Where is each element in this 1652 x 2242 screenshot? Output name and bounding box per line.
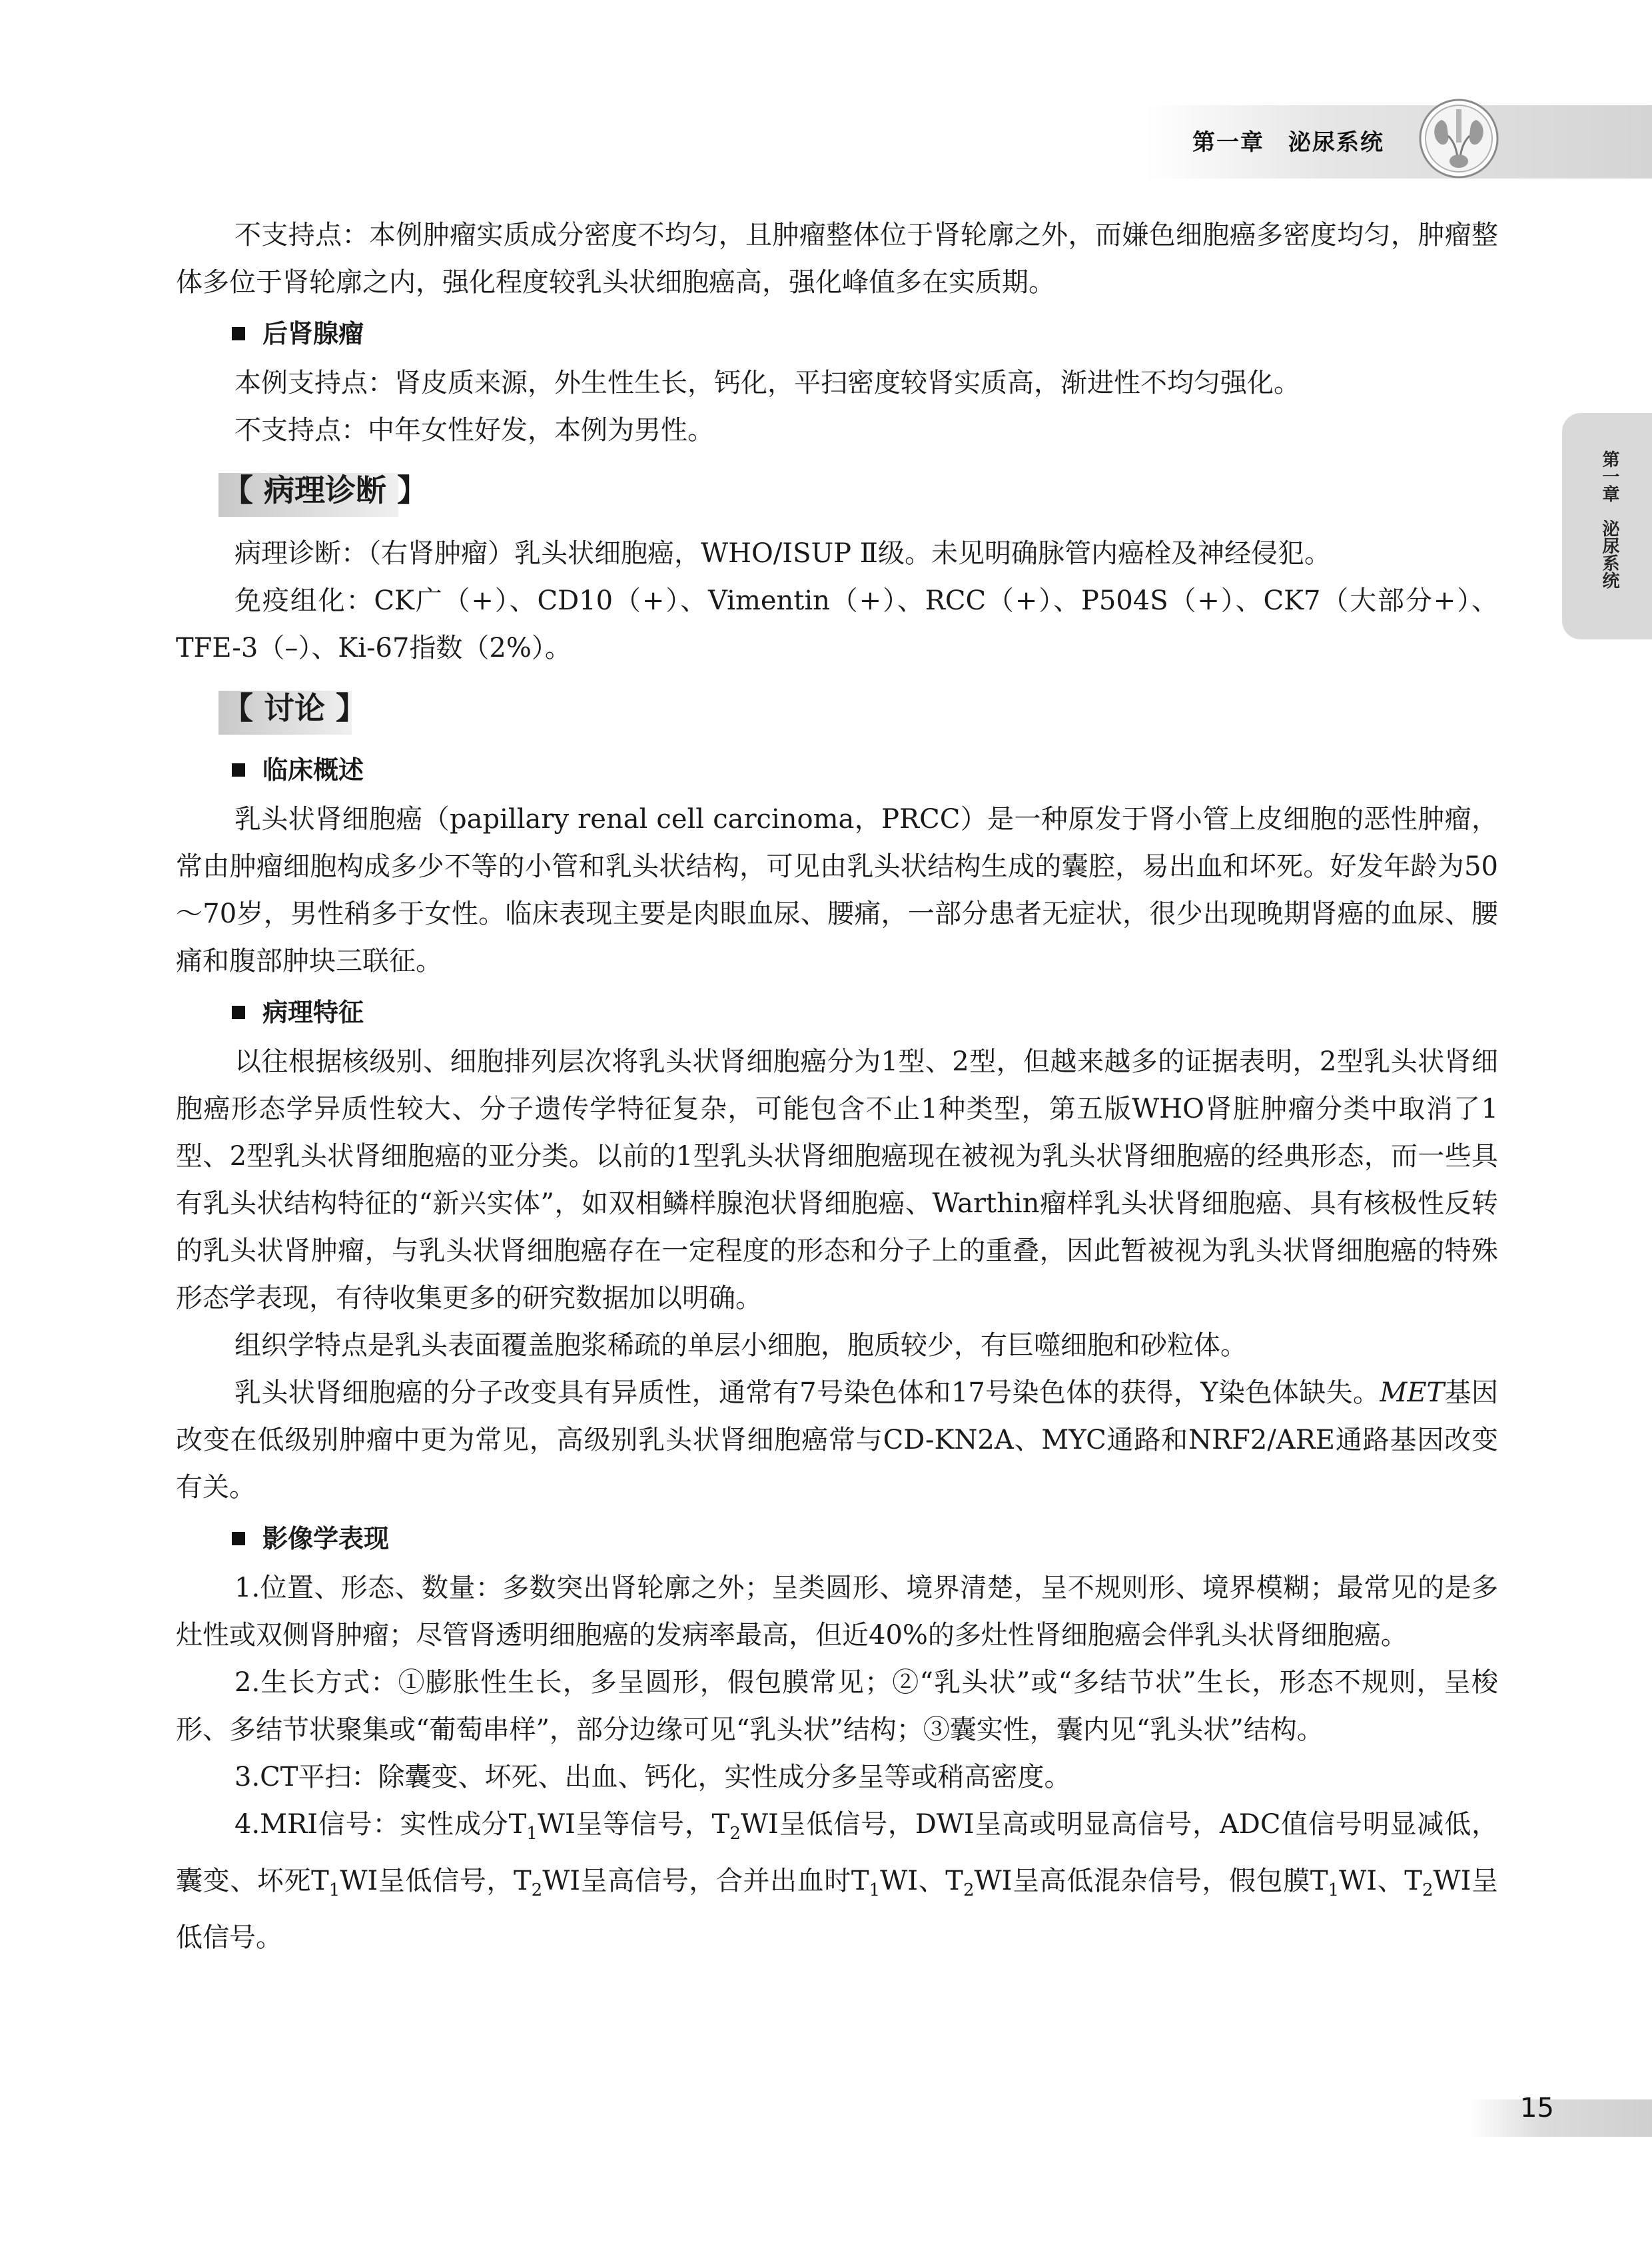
mri-subscript: 2 (531, 1880, 543, 1900)
square-bullet-icon (232, 1532, 245, 1545)
met-gene-label: MET (1380, 1377, 1445, 1408)
subheading-pathology-features (232, 990, 1498, 1034)
mri-subscript: 1 (1328, 1880, 1340, 1900)
paragraph-nonsupport-points: 不支持点：中年女性好发，本例为男性。 (234, 415, 714, 446)
section-heading-text: 【 病理诊断 】 (222, 472, 428, 508)
paragraph-immunohistochemistry: 免疫组化：CK广（+）、CD10（+）、Vimentin（+）、RCC（+）、P504S（+）、CK7（大部分+）、TFE-3（–）、Ki-67指数（2%）。 (176, 585, 1498, 663)
section-heading-text: 【 讨论 】 (222, 690, 367, 726)
mri-text: 4.MRI信号：实性成分T (234, 1809, 527, 1840)
mri-text: WI呈低信号。 (176, 1866, 1499, 1953)
mri-text: WI、T (1339, 1866, 1422, 1896)
mri-text: WI呈高信号，合并出血时T (542, 1866, 869, 1896)
paragraph-imaging-ct: 3.CT平扫：除囊变、坏死、出血、钙化，实性成分多呈等或稍高密度。 (234, 1762, 1071, 1792)
section-heading-discussion (222, 681, 1498, 739)
mri-subscript: 2 (1422, 1880, 1434, 1900)
subheading-metanephric-adenoma (232, 312, 1498, 356)
side-tab-label: 第一章 泌尿系统 (1599, 450, 1619, 589)
subheading-imaging (232, 1517, 1498, 1561)
paragraph-clinical-overview: 乳头状肾细胞癌（papillary renal cell carcinoma，PRCC）是一种原发于肾小管上皮细胞的恶性肿瘤，常由肿瘤细胞构成多少不等的小管和乳头状结构，可见由乳头状结构生成的囊腔，易出血和坏死。好发年龄为50～70岁，男性稍多于女性。临床表现主要是肉眼血尿、腰痛，一部分患者无症状，很少出现晚期肾癌的血尿、腰痛和腹部肿块三联征。 (176, 804, 1498, 976)
paragraph-histology: 组织学特点是乳头表面覆盖胞浆稀疏的单层小细胞，胞质较少，有巨噬细胞和砂粒体。 (234, 1330, 1247, 1361)
subheading-text: 后肾腺瘤 (262, 319, 364, 348)
page-number-band (1469, 2099, 1652, 2137)
subheading-text: 病理特征 (262, 998, 364, 1027)
page-number: 15 (1520, 2093, 1554, 2123)
mri-subscript: 2 (729, 1824, 741, 1844)
paragraph-molecular (176, 1369, 1498, 1511)
mri-subscript: 1 (526, 1824, 538, 1844)
mri-text: WI呈高低混杂信号，假包膜T (974, 1866, 1328, 1896)
chapter-title: 第一章 泌尿系统 (1192, 129, 1384, 156)
square-bullet-icon (232, 1006, 245, 1019)
page-content (176, 212, 1498, 1962)
paragraph-imaging-mri (176, 1801, 1498, 1962)
mri-text: WI呈等信号，T (537, 1809, 730, 1840)
molecular-text-b: 基因改变在低级别肿瘤中更为常见，高级别乳头状肾细胞癌常与CD-KN2A、MYC通路和NRF2/ARE通路基因改变有关。 (176, 1377, 1498, 1503)
mri-subscript: 2 (963, 1880, 975, 1900)
square-bullet-icon (232, 327, 245, 340)
mri-text: WI呈低信号，T (340, 1866, 532, 1896)
paragraph-support-points: 本例支持点：肾皮质来源，外生性生长，钙化，平扫密度较肾实质高，渐进性不均匀强化。 (234, 368, 1300, 398)
paragraph-imaging-growth: 2.生长方式：①膨胀性生长，多呈圆形，假包膜常见；②“乳头状”或“多结节状”生长，形态不规则，呈梭形、多结节状聚集或“葡萄串样”，部分边缘可见“乳头状”结构；③囊实性，囊内见“乳头状”结构。 (176, 1667, 1498, 1745)
paragraph-pathology-classification: 以往根据核级别、细胞排列层次将乳头状肾细胞癌分为1型、2型，但越来越多的证据表明，2型乳头状肾细胞癌形态学异质性较大、分子遗传学特征复杂，可能包含不止1种类型，第五版WHO肾脏肿瘤分类中取消了1型、2型乳头状肾细胞癌的亚分类。以前的1型乳头状肾细胞癌现在被视为乳头状肾细胞癌的经典形态，而一些具有乳头状结构特征的“新兴实体”，如双相鳞样腺泡状肾细胞癌、Warthin瘤样乳头状肾细胞癌、具有核极性反转的乳头状肾肿瘤，与乳头状肾细胞癌存在一定程度的形态和分子上的重叠，因此暂被视为乳头状肾细胞癌的特殊形态学表现，有待收集更多的研究数据加以明确。 (176, 1046, 1498, 1313)
molecular-text-a: 乳头状肾细胞癌的分子改变具有异质性，通常有7号染色体和17号染色体的获得，Y染色体缺失。 (234, 1377, 1380, 1408)
mri-subscript: 1 (328, 1880, 340, 1900)
subheading-text: 临床概述 (262, 755, 364, 785)
paragraph-nonsupport-chromophobe: 不支持点：本例肿瘤实质成分密度不均匀，且肿瘤整体位于肾轮廓之外，而嫌色细胞癌多密度均匀，肿瘤整体多位于肾轮廓之内，强化程度较乳头状细胞癌高，强化峰值多在实质期。 (176, 220, 1498, 298)
subheading-text: 影像学表现 (262, 1524, 390, 1553)
paragraph-pathology-diagnosis: 病理诊断：（右肾肿瘤）乳头状细胞癌，WHO/ISUP Ⅱ级。未见明确脉管内癌栓及神经侵犯。 (234, 538, 1331, 569)
paragraph-imaging-location: 1.位置、形态、数量：多数突出肾轮廓之外；呈类圆形、境界清楚，呈不规则形、境界模糊；最常见的是多灶性或双侧肾肿瘤；尽管肾透明细胞癌的发病率最高，但近40%的多灶性肾细胞癌会伴乳头状肾细胞癌。 (176, 1573, 1498, 1651)
mri-text: WI、T (880, 1866, 963, 1896)
square-bullet-icon (232, 763, 245, 777)
section-heading-pathology (222, 464, 1498, 521)
mri-subscript: 1 (869, 1880, 881, 1900)
mri-text: WI呈低信号，DWI呈高或明显高信号，ADC值信号明显减低，囊变、坏死T (176, 1809, 1499, 1896)
kidney-urinary-system-icon (1418, 97, 1500, 180)
subheading-clinical-overview (232, 748, 1498, 792)
